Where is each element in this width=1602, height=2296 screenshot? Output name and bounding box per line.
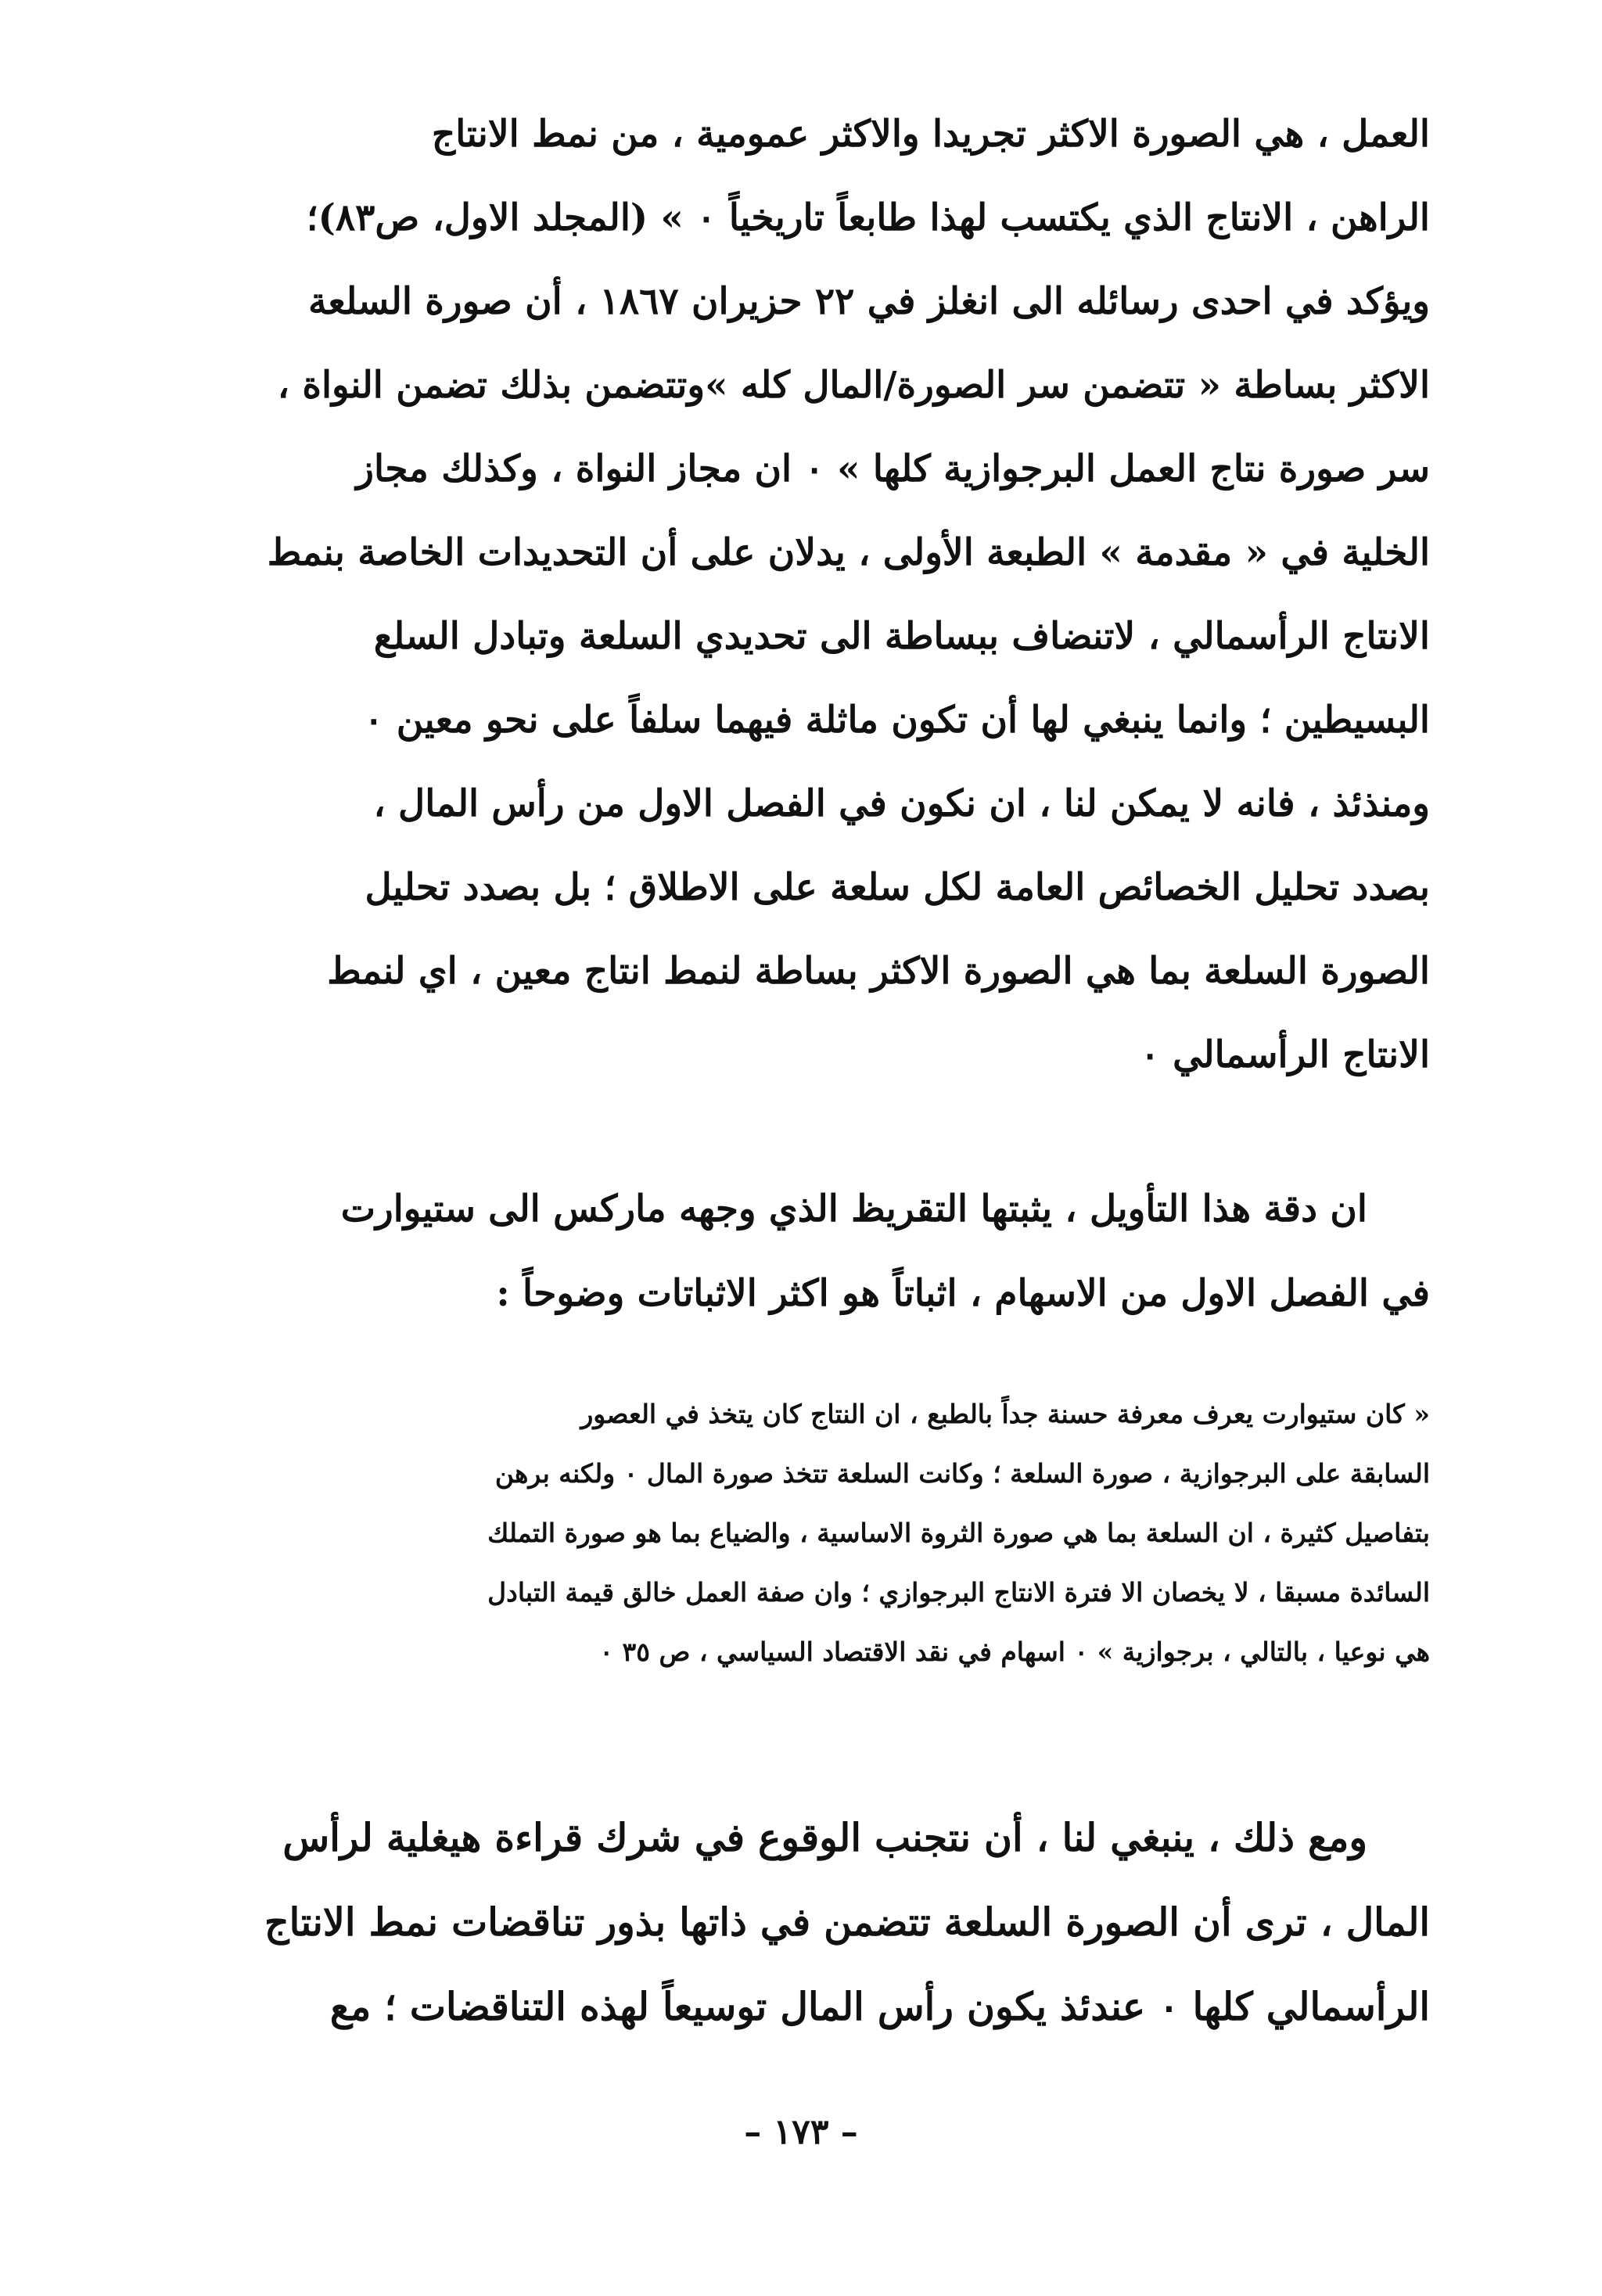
paragraph-two — [172, 1167, 1430, 1336]
text-line: ومنذئذ ، فانه لا يمكن لنا ، ان نكون في الفصل الاول من رأس المال ، — [373, 782, 1430, 825]
text-line: الانتاج الرأسمالي ٠ — [1140, 1033, 1430, 1076]
quote-line: السائدة مسبقا ، لا يخصان الا فترة الانتاج البرجوازي ؛ وان صفة العمل خالق قيمة التبادل — [487, 1577, 1430, 1608]
text-line: سر صورة نتاج العمل البرجوازية كلها » ٠ ان مجاز النواة ، وكذلك مجاز — [356, 447, 1430, 490]
text-line: الاكثر بساطة « تتضمن سر الصورة/المال كله »وتتضمن بذلك تضمن النواة ، — [277, 364, 1430, 407]
paragraph-three — [172, 1795, 1430, 2049]
text-line: ويؤكد في احدى رسائله الى انغلز في ٢٢ حزيران ١٨٦٧ ، أن صورة السلعة — [308, 280, 1430, 323]
page-number: – ١٧٣ – — [744, 2112, 858, 2152]
quote-line: « كان ستيوارت يعرف معرفة حسنة جداً بالطبع ، ان النتاج كان يتخذ في العصور — [580, 1399, 1430, 1429]
quote-line: بتفاصيل كثيرة ، ان السلعة بما هي صورة الثروة الاساسية ، والضياع بما هو صورة التملك — [487, 1518, 1430, 1548]
block-quote — [172, 1385, 1438, 1682]
text-line: الراهن ، الانتاج الذي يكتسب لهذا طابعاً تاريخياً ٠ » (المجلد الاول، ص٨٣)؛ — [306, 196, 1430, 239]
quote-line: السابقة على البرجوازية ، صورة السلعة ؛ وكانت السلعة تتخذ صورة المال ٠ ولكنه برهن — [494, 1458, 1430, 1489]
text-line: ان دقة هذا التأويل ، يثبتها التقريظ الذي وجهه ماركس الى ستيوارت — [340, 1188, 1367, 1231]
paragraph-main — [172, 92, 1430, 1097]
text-line: الانتاج الرأسمالي ، لاتنضاف ببساطة الى تحديدي السلعة وتبادل السلع — [373, 615, 1430, 658]
text-line: بصدد تحليل الخصائص العامة لكل سلعة على الاطلاق ؛ بل بصدد تحليل — [365, 866, 1430, 909]
text-line: المال ، ترى أن الصورة السلعة تتضمن في ذاتها بذور تناقضات نمط الانتاج — [264, 1899, 1430, 1945]
text-line: الصورة السلعة بما هي الصورة الاكثر بساطة لنمط انتاج معين ، اي لنمط — [327, 950, 1430, 993]
text-line: الرأسمالي كلها ٠ عندئذ يكون رأس المال توسيعاً لهذه التناقضات ؛ مع — [329, 1984, 1430, 2029]
text-line: العمل ، هي الصورة الاكثر تجريدا والاكثر عمومية ، من نمط الانتاج — [431, 113, 1430, 156]
quote-line: هي نوعيا ، بالتالي ، برجوازية » ٠ اسهام في نقد الاقتصاد السياسي ، ص ٣٥ ٠ — [599, 1637, 1430, 1667]
text-line: الخلية في « مقدمة » الطبعة الأولى ، يدلان على أن التحديدات الخاصة بنمط — [267, 531, 1430, 574]
text-line: في الفصل الاول من الاسهام ، اثباتاً هو اكثر الاثباتات وضوحاً : — [496, 1272, 1430, 1315]
text-line: البسيطين ؛ وانما ينبغي لها أن تكون ماثلة فيهما سلفاً على نحو معين ٠ — [364, 699, 1430, 742]
text-line: ومع ذلك ، ينبغي لنا ، أن نتجنب الوقوع في شرك قراءة هيغلية لرأس — [282, 1815, 1367, 1860]
